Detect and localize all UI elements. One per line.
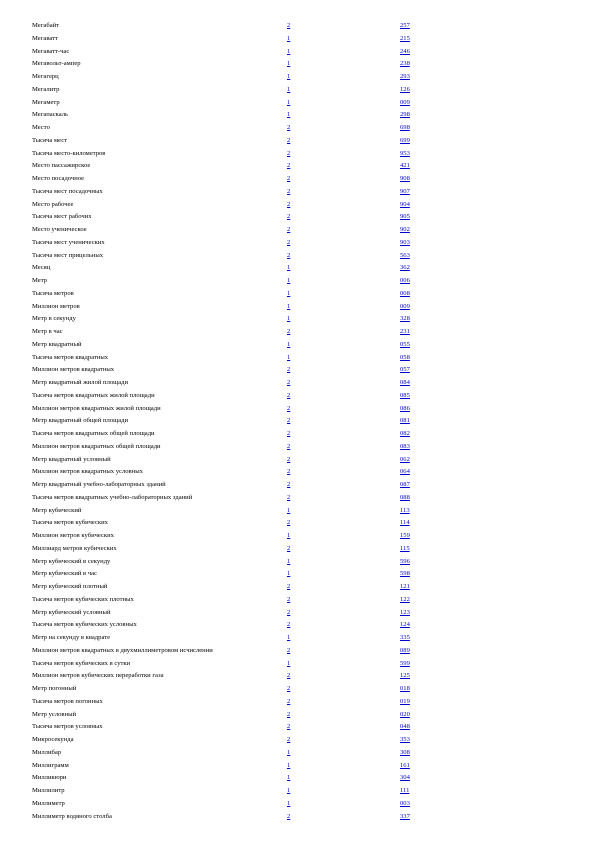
code-link[interactable]: 698 [400, 124, 410, 131]
code-link[interactable]: 337 [400, 812, 410, 820]
code-link[interactable]: 293 [400, 73, 410, 80]
table-row [30, 58, 570, 71]
table-row [30, 313, 570, 326]
section-link[interactable]: 1 [287, 799, 291, 807]
code-link[interactable]: 124 [400, 621, 410, 629]
section-link[interactable]: 2 [287, 213, 291, 221]
unit-name: Миллиграмм [32, 761, 69, 769]
code-link[interactable]: 009 [400, 302, 410, 310]
code-link[interactable]: 904 [400, 200, 410, 208]
unit-name: Метр погонный [32, 685, 77, 692]
code-link[interactable]: 125 [400, 672, 410, 680]
table-row [30, 160, 570, 173]
section-link[interactable]: 2 [287, 366, 291, 374]
unit-name: Тысяча мест ученических [32, 238, 105, 246]
unit-name: Метр [32, 277, 47, 284]
code-link[interactable]: 903 [400, 238, 410, 246]
section-link[interactable]: 2 [287, 379, 291, 386]
code-link[interactable]: 088 [400, 493, 410, 501]
section-link[interactable]: 2 [287, 812, 291, 820]
section-link[interactable]: 2 [287, 481, 291, 488]
table-row [30, 441, 570, 454]
section-link[interactable]: 2 [287, 404, 291, 412]
code-link[interactable]: 902 [400, 226, 410, 233]
section-link[interactable]: 1 [287, 264, 291, 272]
table-row [30, 772, 570, 785]
section-link[interactable]: 2 [287, 519, 291, 527]
table-row [30, 33, 570, 46]
unit-name: Метр кубический условный [32, 608, 111, 616]
section-link[interactable]: 1 [287, 659, 291, 667]
code-link[interactable]: 085 [400, 391, 410, 399]
code-link[interactable]: 084 [400, 379, 410, 386]
table-row [30, 301, 570, 314]
unit-name: Мегабайт [32, 22, 60, 29]
table-row [30, 709, 570, 722]
section-link[interactable]: 1 [287, 787, 291, 794]
table-row [30, 415, 570, 428]
section-link[interactable]: 1 [287, 532, 291, 539]
unit-name: Место рабочее [32, 200, 74, 208]
table-row [30, 428, 570, 441]
unit-name: Тысяча метров условных [32, 723, 103, 731]
unit-name: Метр квадратный жилой площади [32, 379, 129, 386]
unit-name: Милликюри [32, 774, 67, 782]
code-link[interactable]: 257 [400, 22, 410, 29]
code-link[interactable]: 020 [400, 710, 410, 718]
section-link[interactable]: 1 [287, 557, 291, 565]
section-link[interactable]: 1 [287, 73, 291, 80]
code-link[interactable]: 335 [400, 634, 410, 641]
unit-name: Место пассажирское [32, 162, 91, 170]
table-row [30, 760, 570, 773]
section-link[interactable]: 2 [287, 417, 291, 425]
code-link[interactable]: 161 [400, 761, 410, 769]
table-row [30, 199, 570, 212]
section-link[interactable]: 2 [287, 226, 291, 233]
code-link[interactable]: 115 [400, 544, 410, 552]
table-row [30, 658, 570, 671]
table-row [30, 97, 570, 110]
table-row [30, 211, 570, 224]
code-link[interactable]: 122 [400, 595, 410, 603]
section-link[interactable]: 1 [287, 634, 291, 641]
unit-name: Мегаватт-час [32, 47, 70, 55]
code-link[interactable]: 064 [400, 468, 410, 476]
unit-name: Микросекунда [32, 736, 74, 743]
unit-name: Метр квадратный условный [32, 455, 111, 463]
unit-name: Миллиметр водяного столба [32, 812, 112, 820]
unit-name: Мегапаскаль [32, 111, 69, 119]
code-link[interactable]: 019 [400, 697, 410, 705]
section-link[interactable]: 2 [287, 544, 291, 552]
code-link[interactable]: 905 [400, 213, 410, 221]
section-link[interactable]: 1 [287, 340, 291, 348]
code-link[interactable]: 563 [400, 251, 410, 259]
code-link[interactable]: 058 [400, 353, 410, 361]
code-link[interactable]: 421 [400, 162, 410, 170]
section-link[interactable]: 1 [287, 774, 291, 782]
unit-name: Метр кубический плотный [32, 583, 108, 590]
unit-name: Миллион метров квадратных условных [32, 468, 143, 476]
unit-name: Тысяча метров кубических [32, 519, 108, 527]
code-link[interactable]: 908 [400, 175, 410, 182]
table-row [30, 46, 570, 59]
code-link[interactable]: 086 [400, 404, 410, 412]
unit-name: Миллион метров квадратных в двухмиллиметровом исчислении [32, 646, 213, 654]
code-link[interactable]: 089 [400, 646, 410, 654]
section-link[interactable]: 1 [287, 98, 291, 106]
section-link[interactable]: 1 [287, 353, 291, 361]
table-row [30, 517, 570, 530]
section-link[interactable]: 2 [287, 493, 291, 501]
section-link[interactable]: 2 [287, 175, 291, 182]
table-row [30, 186, 570, 199]
section-link[interactable]: 1 [287, 761, 291, 769]
unit-name: Тысяча метров кубических в сутки [32, 659, 131, 667]
unit-name: Тысяча мест посадочных [32, 187, 103, 195]
section-link[interactable]: 2 [287, 608, 291, 616]
section-link[interactable]: 2 [287, 595, 291, 603]
section-link[interactable]: 1 [287, 111, 291, 119]
section-link[interactable]: 1 [287, 506, 291, 514]
unit-name: Мегавольт-ампер [32, 60, 81, 68]
section-link[interactable]: 2 [287, 685, 291, 692]
code-link[interactable]: 113 [400, 506, 410, 514]
table-row [30, 479, 570, 492]
table-row [30, 632, 570, 645]
code-link[interactable]: 003 [400, 799, 410, 807]
section-link[interactable]: 2 [287, 710, 291, 718]
unit-name: Миллион метров кубических [32, 532, 114, 539]
unit-name: Тысяча метров погонных [32, 697, 103, 705]
code-link[interactable]: 082 [400, 430, 410, 437]
section-link[interactable]: 1 [287, 302, 291, 310]
code-link[interactable]: 953 [400, 149, 410, 157]
section-link[interactable]: 2 [287, 22, 291, 29]
section-link[interactable]: 1 [287, 277, 291, 284]
table-row [30, 696, 570, 709]
unit-name: Метр квадратный [32, 340, 82, 348]
code-link[interactable]: 008 [400, 289, 410, 297]
table-row [30, 122, 570, 135]
section-link[interactable]: 2 [287, 391, 291, 399]
code-link[interactable]: 353 [400, 736, 410, 743]
table-row [30, 670, 570, 683]
code-link[interactable]: 111 [400, 787, 410, 794]
code-link[interactable]: 126 [400, 85, 410, 93]
unit-name: Тысяча мест [32, 136, 68, 144]
table-row [30, 390, 570, 403]
table-row [30, 84, 570, 97]
section-link[interactable]: 2 [287, 200, 291, 208]
section-link[interactable]: 2 [287, 646, 291, 654]
unit-name: Месяц [32, 264, 51, 272]
table-row [30, 71, 570, 84]
code-link[interactable]: 114 [400, 519, 410, 527]
code-link[interactable]: 599 [400, 659, 410, 667]
unit-name: Миллион метров кубических переработки газа [32, 672, 164, 680]
unit-name: Миллиард метров кубических [32, 544, 117, 552]
table-row [30, 645, 570, 658]
code-link[interactable]: 083 [400, 442, 410, 450]
code-link[interactable]: 246 [400, 47, 410, 55]
unit-name: Метр в час [32, 328, 63, 335]
code-link[interactable]: 298 [400, 111, 410, 119]
unit-name: Миллион метров квадратных жилой площади [32, 404, 161, 412]
table-row [30, 505, 570, 518]
code-link[interactable]: 057 [400, 366, 410, 374]
table-row [30, 148, 570, 161]
section-link[interactable]: 2 [287, 124, 291, 131]
table-row [30, 454, 570, 467]
section-link[interactable]: 2 [287, 136, 291, 144]
table-row [30, 607, 570, 620]
section-link[interactable]: 2 [287, 468, 291, 476]
unit-name: Тысяча мест прицельных [32, 251, 104, 259]
table-row [30, 543, 570, 556]
section-link[interactable]: 2 [287, 187, 291, 195]
code-link[interactable]: 087 [400, 481, 410, 488]
unit-name: Метр в секунду [32, 315, 76, 323]
section-link[interactable]: 2 [287, 736, 291, 743]
unit-name: Миллион метров [32, 302, 80, 310]
unit-name: Метр на секунду в квадрате [32, 634, 111, 641]
unit-name: Тысяча метров [32, 289, 74, 297]
table-row [30, 237, 570, 250]
table-row [30, 747, 570, 760]
unit-name: Миллилитр [32, 787, 65, 794]
unit-name: Место ученическое [32, 226, 87, 233]
unit-name: Метр квадратный учебно-лабораторных зданий [32, 481, 166, 488]
section-link[interactable]: 2 [287, 442, 291, 450]
table-row [30, 619, 570, 632]
unit-name: Метр квадратный общей площади [32, 417, 129, 425]
unit-name: Метр кубический в час [32, 570, 97, 578]
unit-name: Мегаметр [32, 98, 60, 106]
table-row [30, 377, 570, 390]
code-link[interactable]: 231 [400, 328, 410, 335]
unit-name: Тысяча метров квадратных общей площади [32, 430, 155, 437]
code-link[interactable]: 081 [400, 417, 410, 425]
unit-name: Мегалитр [32, 85, 60, 93]
table-row [30, 288, 570, 301]
table-row [30, 20, 570, 33]
code-link[interactable]: 121 [400, 583, 410, 590]
table-row [30, 262, 570, 275]
table-row [30, 403, 570, 416]
table-row [30, 339, 570, 352]
unit-name: Миллион метров квадратных общей площади [32, 442, 161, 450]
unit-name: Миллибар [32, 748, 62, 756]
unit-name: Место посадочное [32, 175, 85, 182]
section-link[interactable]: 2 [287, 621, 291, 629]
unit-name: Мегагерц [32, 73, 59, 80]
table-row [30, 734, 570, 747]
table-row [30, 275, 570, 288]
table-row [30, 109, 570, 122]
code-link[interactable]: 699 [400, 136, 410, 144]
code-link[interactable]: 362 [400, 264, 410, 272]
code-link[interactable]: 123 [400, 608, 410, 616]
unit-name: Место [32, 124, 50, 131]
table-row [30, 173, 570, 186]
unit-name: Метр условный [32, 710, 77, 718]
code-link[interactable]: 238 [400, 60, 410, 68]
code-link[interactable]: 062 [400, 455, 410, 463]
table-row [30, 135, 570, 148]
unit-name: Тысяча метров кубических условных [32, 621, 137, 629]
section-link[interactable]: 2 [287, 723, 291, 731]
code-link[interactable]: 006 [400, 277, 410, 284]
code-link[interactable]: 328 [400, 315, 410, 323]
code-link[interactable]: 598 [400, 570, 410, 578]
table-row [30, 352, 570, 365]
section-link[interactable]: 1 [287, 315, 291, 323]
table-row [30, 785, 570, 798]
code-link[interactable]: 048 [400, 723, 410, 731]
code-link[interactable]: 215 [400, 34, 410, 42]
table-row [30, 568, 570, 581]
section-link[interactable]: 2 [287, 583, 291, 590]
section-link[interactable]: 1 [287, 60, 291, 68]
unit-name: Тысяча метров кубических плотных [32, 595, 134, 603]
table-row [30, 811, 570, 824]
section-link[interactable]: 2 [287, 149, 291, 157]
unit-name: Тысяча мест рабочих [32, 213, 92, 221]
table-row [30, 683, 570, 696]
unit-name: Тысяча метров квадратных учебно-лабораторных зданий [32, 493, 193, 501]
unit-name: Миллион метров квадратных [32, 366, 115, 374]
table-row [30, 721, 570, 734]
unit-name: Тысяча метров квадратных [32, 353, 109, 361]
section-link[interactable]: 2 [287, 430, 291, 437]
section-link[interactable]: 2 [287, 238, 291, 246]
code-link[interactable]: 055 [400, 340, 410, 348]
code-link[interactable]: 308 [400, 748, 410, 756]
section-link[interactable]: 1 [287, 85, 291, 93]
units-table [30, 20, 570, 823]
table-row [30, 530, 570, 543]
unit-name: Тысяча место-километров [32, 149, 106, 157]
section-link[interactable]: 1 [287, 47, 291, 55]
section-link[interactable]: 2 [287, 455, 291, 463]
section-link[interactable]: 2 [287, 672, 291, 680]
code-link[interactable]: 304 [400, 774, 410, 782]
section-link[interactable]: 1 [287, 289, 291, 297]
section-link[interactable]: 2 [287, 328, 291, 335]
section-link[interactable]: 2 [287, 251, 291, 259]
table-row [30, 466, 570, 479]
table-row [30, 581, 570, 594]
unit-name: Метр кубический [32, 506, 82, 514]
table-row [30, 326, 570, 339]
unit-name: Мегаватт [32, 34, 58, 42]
table-row [30, 250, 570, 263]
unit-name: Метр кубический в секунду [32, 557, 111, 565]
table-row [30, 364, 570, 377]
section-link[interactable]: 1 [287, 570, 291, 578]
section-link[interactable]: 1 [287, 34, 291, 42]
code-link[interactable]: 907 [400, 187, 410, 195]
section-link[interactable]: 2 [287, 697, 291, 705]
unit-name: Миллиметр [32, 799, 65, 807]
table-row [30, 798, 570, 811]
section-link[interactable]: 2 [287, 162, 291, 170]
code-link[interactable]: 159 [400, 532, 410, 539]
section-link[interactable]: 1 [287, 748, 291, 756]
table-row [30, 224, 570, 237]
table-row [30, 594, 570, 607]
code-link[interactable]: 596 [400, 557, 410, 565]
unit-name: Тысяча метров квадратных жилой площади [32, 391, 155, 399]
code-link[interactable]: 009 [400, 98, 410, 106]
code-link[interactable]: 018 [400, 685, 410, 692]
table-row [30, 492, 570, 505]
table-row [30, 556, 570, 569]
